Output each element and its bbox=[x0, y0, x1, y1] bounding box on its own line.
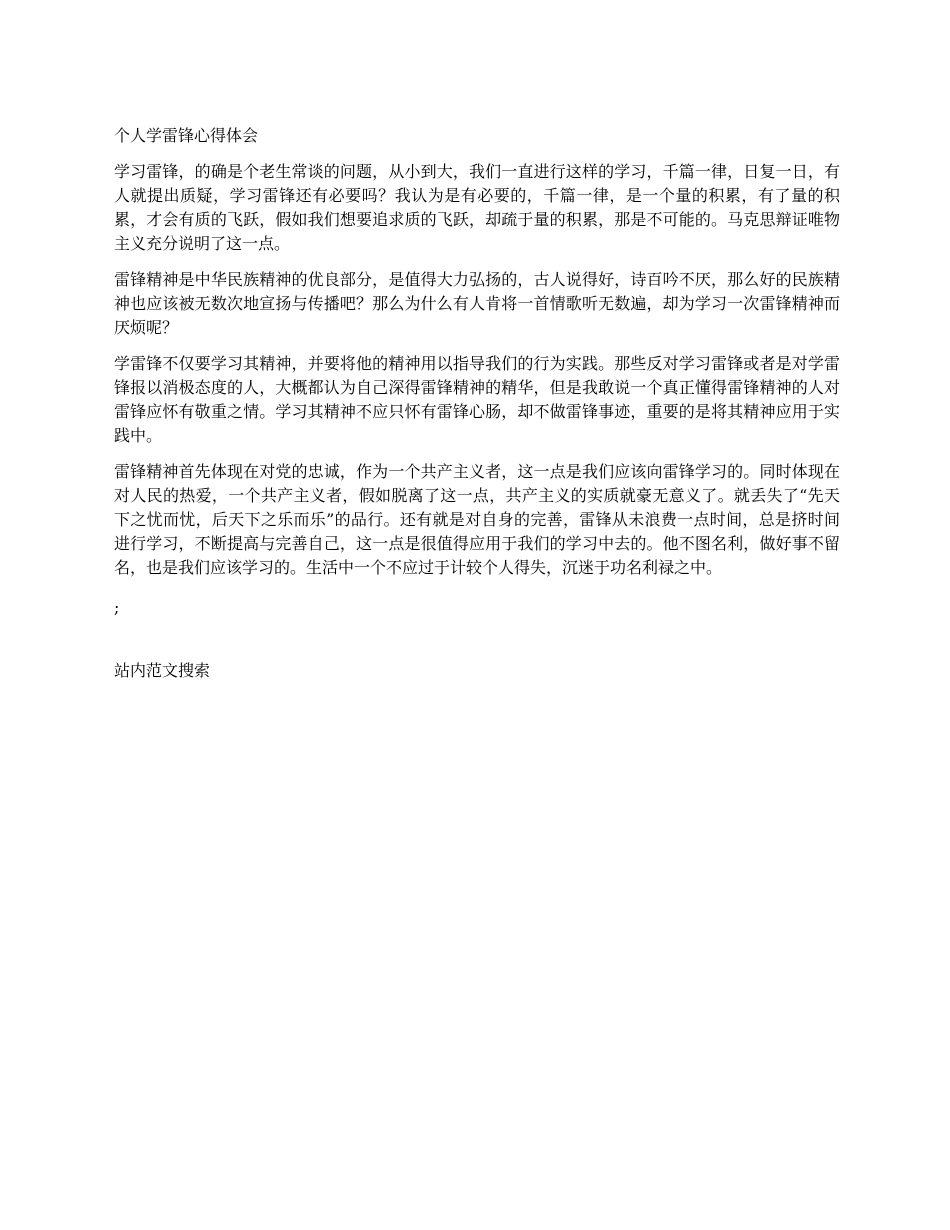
paragraph-1: 学习雷锋，的确是个老生常谈的问题，从小到大，我们一直进行这样的学习，千篇一律，日复一日，有人就提出质疑，学习雷锋还有必要吗？我认为是有必要的，千篇一律，是一个量的积累，有了量的积累，才会有质的飞跃，假如我们想要追求质的飞跃，却疏于量的积累，那是不可能的。马克思辩证唯物主义充分说明了这一点。 bbox=[114, 162, 840, 253]
trailing-semicolon: ; bbox=[114, 598, 120, 617]
document-title: 个人学雷锋心得体会 bbox=[114, 126, 259, 145]
document-body bbox=[114, 124, 840, 620]
site-search-label: 站内范文搜索 bbox=[114, 661, 211, 680]
paragraph-2: 雷锋精神是中华民族精神的优良部分，是值得大力弘扬的，古人说得好，诗百吟不厌，那么好的民族精神也应该被无数次地宣扬与传播吧？那么为什么有人肯将一首情歌听无数遍，却为学习一次雷锋精神而厌烦呢？ bbox=[114, 270, 840, 337]
paragraph-3: 学雷锋不仅要学习其精神，并要将他的精神用以指导我们的行为实践。那些反对学习雷锋或者是对学雷锋报以消极态度的人，大概都认为自己深得雷锋精神的精华，但是我敢说一个真正懂得雷锋精神的人对雷锋应怀有敬重之情。学习其精神不应只怀有雷锋心肠，却不做雷锋事迹，重要的是将其精神应用于实践中。 bbox=[114, 354, 840, 445]
paragraph-4: 雷锋精神首先体现在对党的忠诚，作为一个共产主义者，这一点是我们应该向雷锋学习的。同时体现在对人民的热爱，一个共产主义者，假如脱离了这一点，共产主义的实质就豪无意义了。就丢失了“先天下之忧而忧，后天下之乐而乐”的品行。还有就是对自身的完善，雷锋从未浪费一点时间，总是挤时间进行学习，不断提高与完善自己，这一点是很值得应用于我们的学习中去的。他不图名利，做好事不留名，也是我们应该学习的。生活中一个不应过于计较个人得失，沉迷于功名利禄之中。 bbox=[114, 462, 840, 577]
